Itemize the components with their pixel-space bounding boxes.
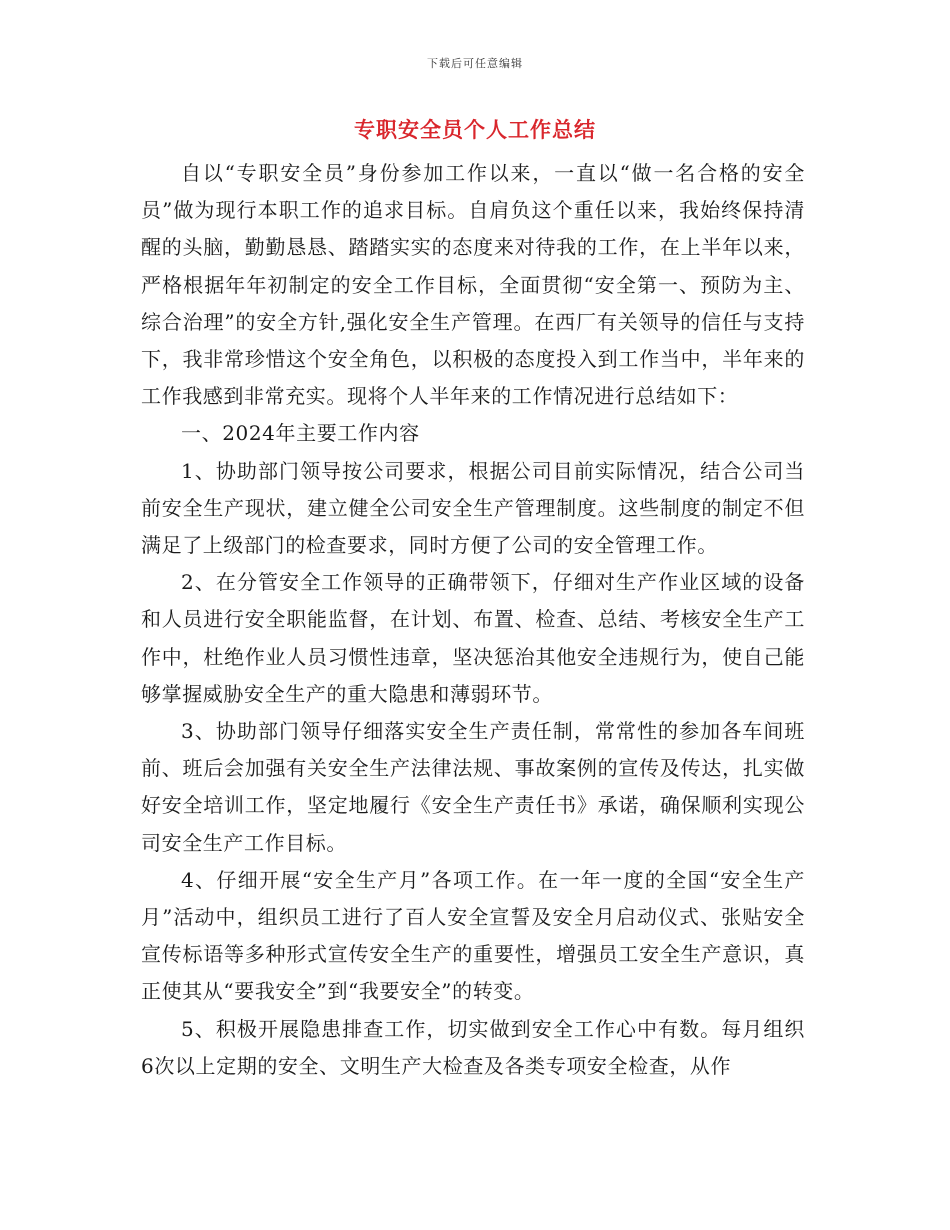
section-heading: 一、2024年主要工作内容 (181, 421, 420, 446)
document-body (141, 155, 805, 1085)
header-note: 下载后可任意编辑 (427, 57, 523, 70)
item-paragraph-3: 3、协助部门领导仔细落实安全生产责任制，常常性的参加各车间班前、班后会加强有关安全生产法律法规、事故案例的宣传及传达，扎实做好安全培训工作，坚定地履行《安全生产责任书》承诺，确保顺利实现公司安全生产工作目标。 (141, 719, 805, 855)
item-paragraph-2: 2、在分管安全工作领导的正确带领下，仔细对生产作业区域的设备和人员进行安全职能监督，在计划、布置、检查、总结、考核安全生产工作中，杜绝作业人员习惯性违章，坚决惩治其他安全违规行为，使自己能够掌握威胁安全生产的重大隐患和薄弱环节。 (141, 570, 805, 706)
item-paragraph-1: 1、协助部门领导按公司要求，根据公司目前实际情况，结合公司当前安全生产现状，建立健全公司安全生产管理制度。这些制度的制定不但满足了上级部门的检查要求，同时方便了公司的安全管理工作。 (141, 458, 805, 558)
item-paragraph-5: 5、积极开展隐患排查工作，切实做到安全工作心中有数。每月组织6次以上定期的安全、文明生产大检查及各类专项安全检查，从作 (141, 1016, 805, 1078)
item-paragraph-4: 4、仔细开展“安全生产月”各项工作。在一年一度的全国“安全生产月”活动中，组织员工进行了百人安全宣誓及安全月启动仪式、张贴安全宣传标语等多种形式宣传安全生产的重要性，增强员工安全生产意识，真正使其从“要我安全”到“我要安全”的转变。 (141, 867, 805, 1004)
intro-paragraph: 自以“专职安全员”身份参加工作以来，一直以“做一名合格的安全员”做为现行本职工作的追求目标。自肩负这个重任以来，我始终保持清醒的头脑，勤勤恳恳、踏踏实实的态度来对待我的工作，在上半年以来，严格根据年年初制定的安全工作目标，全面贯彻“安全第一、预防为主、综合治理”的安全方针,强化安全生产管理。在西厂有关领导的信任与支持下，我非常珍惜这个安全角色，以积极的态度投入到工作当中，半年来的工作我感到非常充实。现将个人半年来的工作情况进行总结如下： (141, 161, 805, 409)
document-title: 专职安全员个人工作总结 (354, 117, 596, 142)
